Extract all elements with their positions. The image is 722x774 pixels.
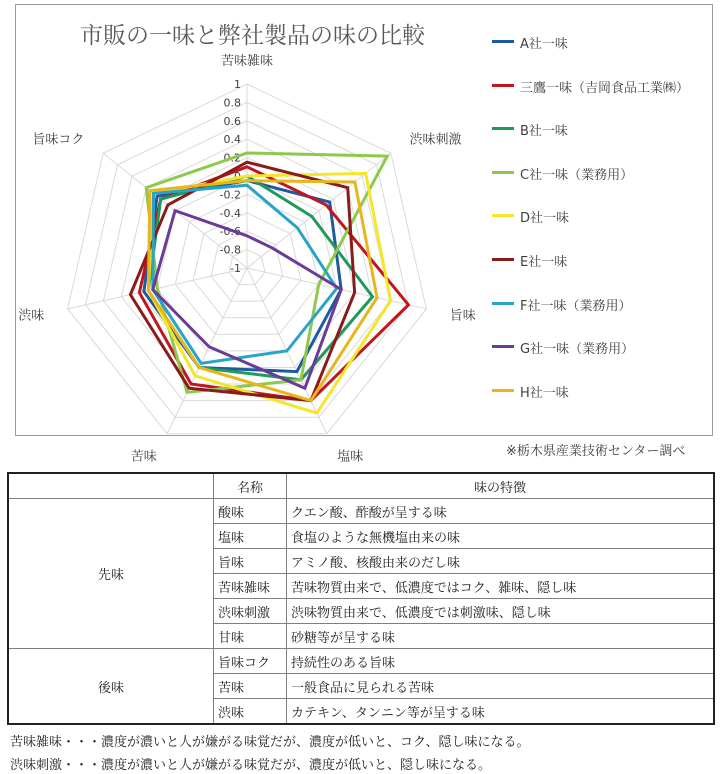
table-cell-feature: 持続性のある旨味 — [287, 649, 715, 674]
tick-label: 0.8 — [223, 96, 241, 110]
legend-item — [492, 249, 702, 293]
taste-table — [7, 472, 715, 725]
legend-item — [492, 31, 702, 75]
legend-item — [492, 293, 702, 337]
footnote-bitter: 苦味雑味・・・濃度が濃いと人が嫌がる味覚だが、濃度が低いと、コク、隠し味になる。 — [10, 735, 530, 750]
tick-label: 0.6 — [223, 114, 241, 128]
table-cell-name: 酸味 — [214, 499, 287, 524]
table-cell-name: 苦味雑味 — [214, 574, 287, 599]
tick-label: 0 — [234, 170, 241, 183]
table-cell-feature: 砂糖等が呈する味 — [287, 624, 715, 649]
legend-label: D社一味 — [520, 211, 570, 227]
series-line — [153, 211, 341, 389]
legend-label: 三鷹一味（吉岡食品工業㈱） — [520, 80, 690, 96]
table-cell-name: 渋味 — [214, 699, 287, 725]
table-header-group — [8, 473, 214, 499]
axis-label: 旨味 — [449, 308, 476, 324]
legend-item — [492, 75, 702, 119]
legend-swatch — [492, 345, 514, 348]
legend-label: C社一味（業務用） — [520, 167, 634, 183]
legend-swatch — [492, 127, 514, 130]
table-cell-name: 渋味刺激 — [214, 599, 287, 624]
legend-item — [492, 205, 702, 249]
footnote-astringent: 渋味刺激・・・濃度が濃いと人が嫌がる味覚だが、濃度が低いと、隠し味になる。 — [10, 758, 492, 773]
table-cell-feature: アミノ酸、核酸由来のだし味 — [287, 549, 715, 574]
table-row — [8, 499, 714, 524]
legend-label: H社一味 — [520, 385, 569, 401]
tick-label: 0.4 — [223, 133, 241, 147]
legend-swatch — [492, 302, 514, 305]
table-cell-feature: カテキン、タンニン等が呈する味 — [287, 699, 715, 725]
table-group-label: 後味 — [8, 649, 214, 725]
axis-label: 塩味 — [337, 449, 364, 465]
axis-label: 苦味雑味 — [220, 54, 274, 70]
table-cell-feature: 一般食品に見られる苦味 — [287, 674, 715, 699]
legend-label: A社一味 — [520, 37, 568, 52]
tick-label: -0.2 — [219, 188, 241, 202]
legend-label: G社一味（業務用） — [520, 342, 635, 358]
legend-label: B社一味 — [520, 124, 568, 140]
legend-item — [492, 118, 702, 162]
chart-legend — [492, 31, 702, 423]
table-group-label: 先味 — [8, 499, 214, 649]
table-cell-name: 苦味 — [214, 674, 287, 699]
table-header-row — [8, 473, 714, 499]
source-note: ※栃木県産業技術センター調べ — [506, 444, 686, 459]
legend-item — [492, 162, 702, 206]
legend-swatch — [492, 214, 514, 217]
axis-label: 苦味 — [130, 449, 157, 465]
table-cell-feature: 食塩のような無機塩由来の味 — [287, 524, 715, 549]
legend-item — [492, 336, 702, 380]
legend-swatch — [492, 84, 514, 87]
table-cell-name: 旨味コク — [214, 649, 287, 674]
chart-title: 市販の一味と弊社製品の味の比較 — [80, 23, 425, 49]
tick-label: -0.4 — [219, 206, 241, 220]
table-cell-feature: 渋味物質由来で、低濃度では刺激味、隠し味 — [287, 599, 715, 624]
tick-label: 1 — [234, 78, 241, 91]
legend-item — [492, 380, 702, 424]
legend-label: F社一味（業務用） — [520, 298, 632, 314]
axis-label: 渋味 — [18, 308, 45, 324]
tick-label: -0.6 — [219, 225, 241, 239]
legend-label: E社一味 — [520, 254, 568, 270]
table-cell-feature: クエン酸、酢酸が呈する味 — [287, 499, 715, 524]
axis-label: 旨味コク — [32, 132, 85, 148]
table-cell-name: 甘味 — [214, 624, 287, 649]
table-header-name: 名称 — [214, 473, 287, 499]
table-header-feature: 味の特徴 — [287, 473, 715, 499]
tick-label: -1 — [230, 262, 241, 275]
table-row — [8, 649, 714, 674]
table-cell-feature: 苦味物質由来で、低濃度ではコク、雑味、隠し味 — [287, 574, 715, 599]
legend-swatch — [492, 258, 514, 261]
axis-label: 渋味刺激 — [409, 132, 462, 148]
legend-swatch — [492, 171, 514, 174]
table-cell-name: 旨味 — [214, 549, 287, 574]
tick-label: 0.2 — [223, 151, 241, 165]
legend-swatch — [492, 40, 514, 43]
legend-swatch — [492, 389, 514, 392]
tick-label: -0.8 — [219, 243, 241, 257]
table-cell-name: 塩味 — [214, 524, 287, 549]
